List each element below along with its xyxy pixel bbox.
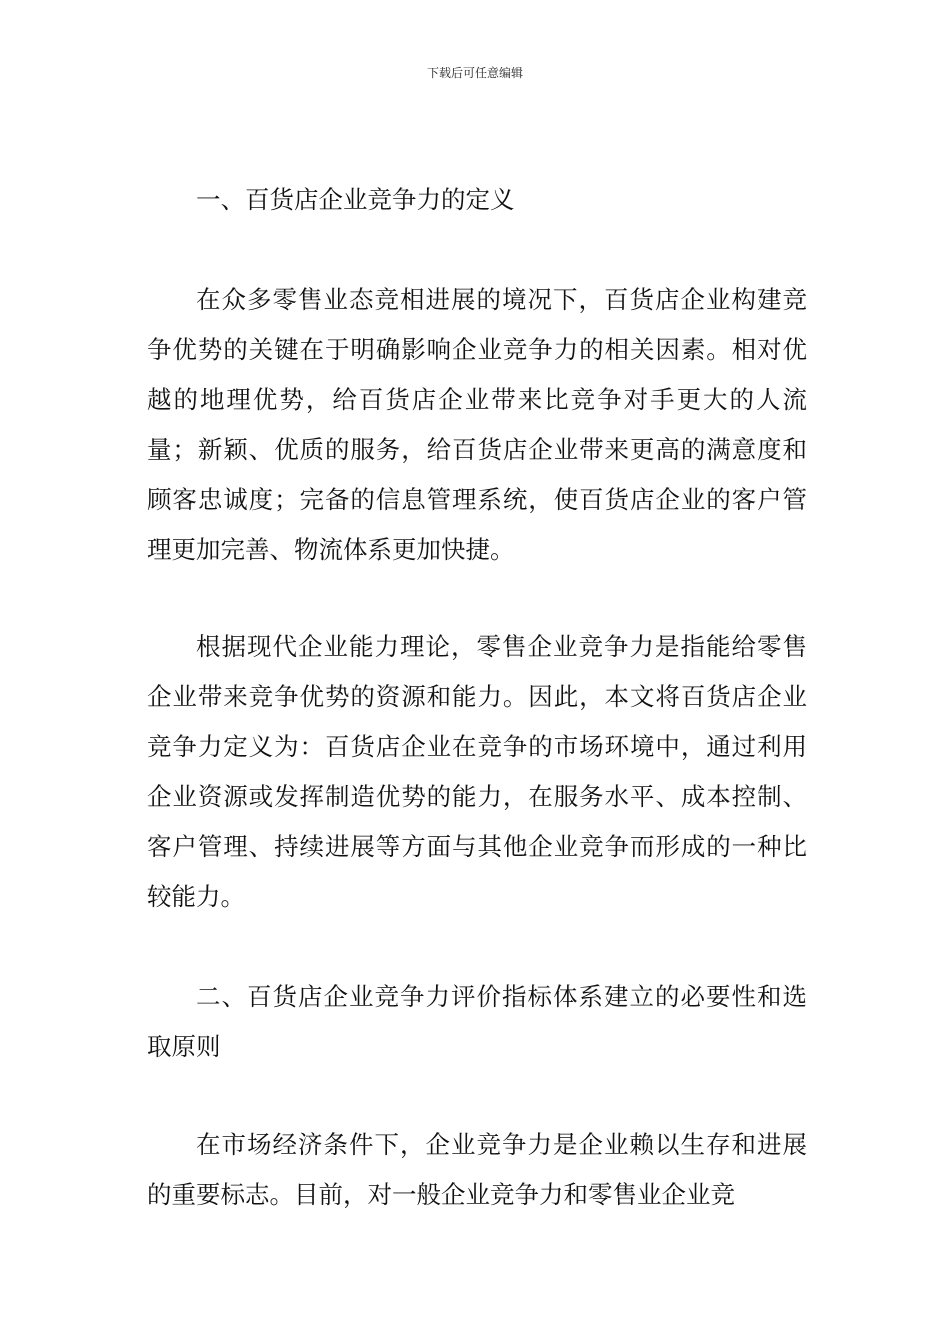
page-header: 下载后可任意编辑 xyxy=(426,66,523,80)
paragraph-2: 根据现代企业能力理论，零售企业竞争力是指能给零售企业带来竞争优势的资源和能力。因此，本文将百货店企业竞争力定义为：百货店企业在竞争的市场环境中，通过利用企业资源或发挥制造优势的能力，在服务水平、成本控制、客户管理、持续进展等方面与其他企业竞争而形成的一种比较能力。 xyxy=(147,632,807,911)
section-heading-1: 一、百货店企业竞争力的定义 xyxy=(196,185,515,214)
paragraph-3: 在市场经济条件下，企业竞争力是企业赖以生存和进展的重要标志。目前，对一般企业竞争力和零售业企业竞 xyxy=(147,1130,807,1209)
paragraph-1: 在众多零售业态竞相进展的境况下，百货店企业构建竞争优势的关键在于明确影响企业竞争力的相关因素。相对优越的地理优势，给百货店企业带来比竞争对手更大的人流量；新颖、优质的服务，给百货店企业带来更高的满意度和顾客忠诚度；完备的信息管理系统，使百货店企业的客户管理更加完善、物流体系更加快捷。 xyxy=(147,285,807,564)
section-heading-2: 二、百货店企业竞争力评价指标体系建立的必要性和选取原则 xyxy=(147,982,807,1061)
